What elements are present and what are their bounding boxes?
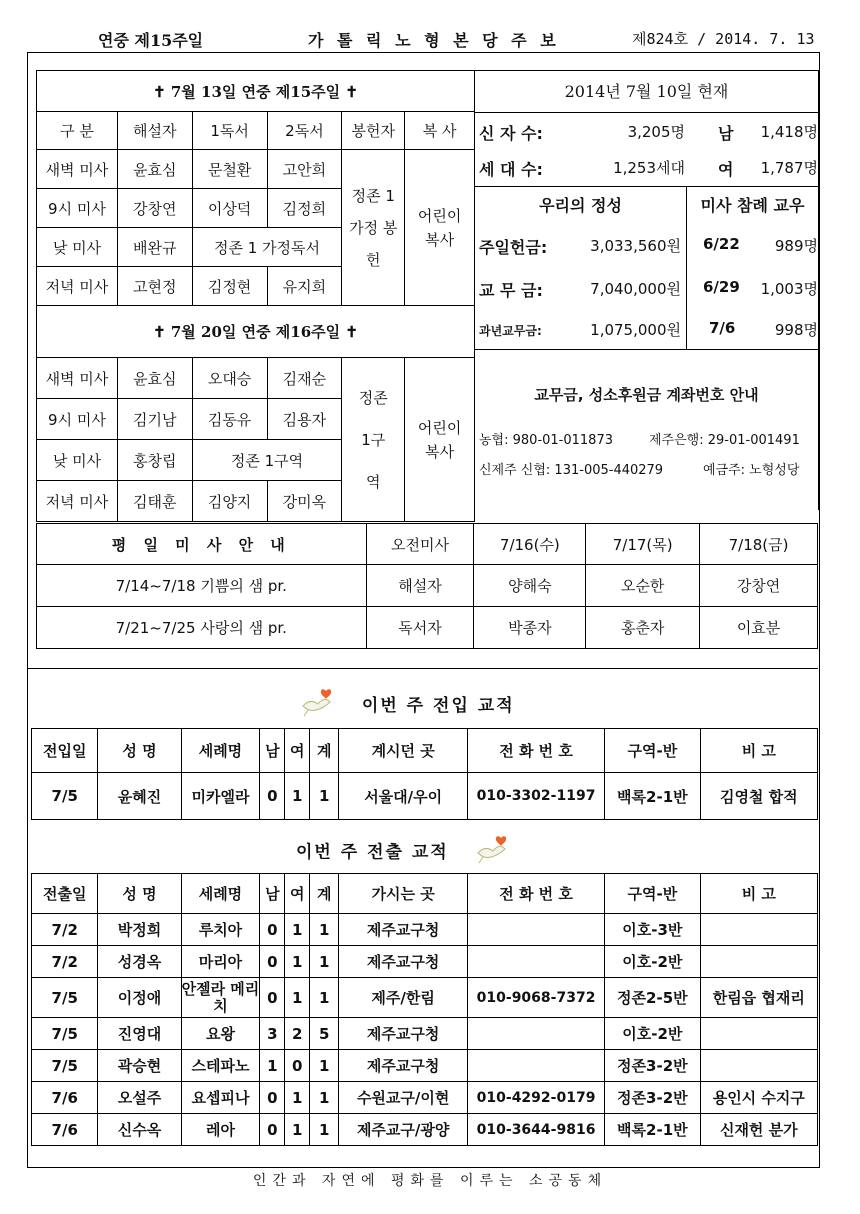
cell: 윤혜진 (98, 773, 181, 820)
mass-label: 9시 미사 (37, 189, 118, 228)
cell: 3 (260, 1018, 285, 1050)
cell: 0 (260, 914, 285, 946)
col-header: 복 사 (405, 112, 475, 150)
cell: 제주교구청 (339, 1018, 468, 1050)
weekday-head: 7/16(수) (474, 524, 586, 565)
cell: 1 (310, 914, 339, 946)
table-row (32, 1114, 818, 1146)
cell: 정존2-5반 (605, 978, 701, 1018)
cell: 요왕 (181, 1018, 260, 1050)
attendance-title: 미사 참례 교우 (700, 196, 805, 215)
col-header: 비 고 (700, 874, 817, 914)
stats-title: 2014년 7월 10일 현재 (475, 71, 818, 113)
cell: 김영철 합적 (700, 773, 817, 820)
households-value: 1,253세대 (613, 159, 685, 177)
col-header: 세례명 (181, 729, 260, 773)
cell: 미카엘라 (181, 773, 260, 820)
cell: 곽승현 (98, 1050, 181, 1082)
offering-value: 1,075,000원 (590, 321, 681, 339)
cell: 010-3302-1197 (468, 773, 605, 820)
col-header: 봉헌자 (342, 112, 405, 150)
cell: 1 (310, 1082, 339, 1114)
believers-label: 신 자 수: (479, 124, 543, 143)
attendance-count: 989명 (774, 237, 818, 255)
col-header: 전 화 번 호 (468, 729, 605, 773)
cell: 7/6 (32, 1114, 98, 1146)
reading2: 유지희 (267, 267, 342, 306)
attendance-date: 6/22 (703, 235, 740, 253)
week1-offerer: 정존 1 가정 봉헌 (342, 150, 405, 306)
cell: 2 (285, 1018, 310, 1050)
weekday-person: 박종자 (474, 607, 586, 649)
weekday-person: 강창연 (700, 565, 818, 607)
cell: 7/5 (32, 773, 98, 820)
cell: 백록2-1반 (605, 773, 701, 820)
account-holder: 예금주: 노형성당 (703, 463, 800, 478)
cell (700, 946, 817, 978)
account-jeju: 제주은행: 29-01-001491 (649, 433, 800, 448)
offering-value: 3,033,560원 (590, 237, 681, 255)
narrator: 홍창립 (117, 440, 192, 481)
cell: 0 (260, 978, 285, 1018)
narrator: 배완규 (117, 228, 192, 267)
table-row (32, 978, 818, 1018)
cell: 제주교구청 (339, 946, 468, 978)
cell: 제주교구청 (339, 914, 468, 946)
attendance-date: 6/29 (703, 278, 740, 296)
reading2: 김재순 (267, 358, 342, 399)
stats-panel (475, 70, 819, 510)
col-header: 전출일 (32, 874, 98, 914)
cell: 7/5 (32, 1050, 98, 1082)
mass-label: 새벽 미사 (37, 150, 118, 189)
col-header: 여 (285, 729, 310, 773)
weekday-person: 양해숙 (474, 565, 586, 607)
mass-label: 낮 미사 (37, 228, 118, 267)
cell: 제주교구청 (339, 1050, 468, 1082)
mass-label: 낮 미사 (37, 440, 118, 481)
dove-icon (300, 688, 336, 723)
weekday-head: 7/17(목) (586, 524, 700, 565)
header-right: 제824호 / 2014. 7. 13 (632, 30, 815, 48)
cell: 1 (310, 773, 339, 820)
cell (468, 914, 605, 946)
transfer-out-table (31, 873, 818, 1146)
male-label: 남 (718, 124, 734, 143)
cell: 정존3-2반 (605, 1050, 701, 1082)
cell: 7/2 (32, 914, 98, 946)
cell: 요셉피나 (181, 1082, 260, 1114)
week2-title: ✝ 7월 20일 연중 제16주일 ✝ (37, 306, 475, 358)
col-header: 비 고 (700, 729, 817, 773)
reading2: 고안희 (267, 150, 342, 189)
cell: 1 (310, 946, 339, 978)
cell: 0 (285, 1050, 310, 1082)
reading1: 김양지 (192, 481, 267, 522)
col-header: 여 (285, 874, 310, 914)
col-header: 남 (260, 729, 285, 773)
week2-offerer: 정존 1구역 (342, 358, 405, 522)
col-header: 구 분 (37, 112, 118, 150)
cell (468, 1018, 605, 1050)
table-row (32, 1018, 818, 1050)
col-header: 구역-반 (605, 874, 701, 914)
cell: 레아 (181, 1114, 260, 1146)
col-header: 1독서 (192, 112, 267, 150)
table-row (32, 914, 818, 946)
cell (700, 914, 817, 946)
col-header: 성 명 (98, 874, 181, 914)
reading2: 강미옥 (267, 481, 342, 522)
dove-icon (475, 835, 511, 870)
female-value: 1,787명 (760, 159, 818, 177)
cell: 0 (260, 773, 285, 820)
cell: 1 (310, 1050, 339, 1082)
cell: 7/6 (32, 1082, 98, 1114)
cell: 1 (310, 1114, 339, 1146)
weekday-role: 독서자 (366, 607, 474, 649)
weekday-period: 7/21~7/25 사랑의 샘 pr. (37, 607, 367, 649)
header-center: 가 톨 릭 노 형 본 당 주 보 (308, 31, 560, 50)
cell: 스테파노 (181, 1050, 260, 1082)
transfer-in-table (31, 728, 818, 820)
cell: 이호-2반 (605, 1018, 701, 1050)
cell: 010-4292-0179 (468, 1082, 605, 1114)
col-header: 전입일 (32, 729, 98, 773)
week2-server: 어린이 복사 (405, 358, 475, 522)
cell: 이호-2반 (605, 946, 701, 978)
believers-value: 3,205명 (627, 123, 685, 141)
cell: 1 (285, 946, 310, 978)
transfer-out-title: 이번 주 전출 교적 (296, 842, 449, 863)
reading-merged: 정존 1구역 (192, 440, 342, 481)
male-value: 1,418명 (760, 123, 818, 141)
cell: 신재헌 분가 (700, 1114, 817, 1146)
col-header: 전 화 번 호 (468, 874, 605, 914)
cell: 신수옥 (98, 1114, 181, 1146)
cell: 1 (260, 1050, 285, 1082)
cell: 한림읍 협재리 (700, 978, 817, 1018)
cell: 0 (260, 1082, 285, 1114)
transfer-in-heading (300, 688, 515, 723)
female-label: 여 (718, 160, 734, 179)
cell: 1 (285, 773, 310, 820)
cell: 안젤라 메리치 (181, 978, 260, 1018)
cell: 7/5 (32, 978, 98, 1018)
table-row (32, 946, 818, 978)
weekday-role: 해설자 (366, 565, 474, 607)
reading1: 김동유 (192, 399, 267, 440)
cell: 용인시 수지구 (700, 1082, 817, 1114)
cell: 7/5 (32, 1018, 98, 1050)
households-label: 세 대 수: (479, 160, 543, 179)
attendance-date: 7/6 (709, 319, 736, 337)
col-header: 성 명 (98, 729, 181, 773)
cell: 성경옥 (98, 946, 181, 978)
offering-value: 7,040,000원 (590, 280, 681, 298)
attendance-count: 998명 (774, 321, 818, 339)
reading1: 오대승 (192, 358, 267, 399)
cell: 7/2 (32, 946, 98, 978)
cell: 마리아 (181, 946, 260, 978)
cell: 수원교구/이현 (339, 1082, 468, 1114)
narrator: 김태훈 (117, 481, 192, 522)
narrator: 윤효심 (117, 358, 192, 399)
weekday-period: 7/14~7/18 기쁨의 샘 pr. (37, 565, 367, 607)
reading1: 문철환 (192, 150, 267, 189)
transfer-in-title: 이번 주 전입 교적 (361, 695, 515, 716)
offering-label: 교 무 금: (479, 281, 543, 300)
col-header: 구역-반 (605, 729, 701, 773)
account-shinhyup: 신제주 신협: 131-005-440279 (479, 463, 664, 478)
table-row (32, 1082, 818, 1114)
narrator: 고현정 (117, 267, 192, 306)
weekday-person: 이효분 (700, 607, 818, 649)
cell: 백록2-1반 (605, 1114, 701, 1146)
narrator: 윤효심 (117, 150, 192, 189)
cell: 루치아 (181, 914, 260, 946)
col-header: 남 (260, 874, 285, 914)
cell: 제주/한림 (339, 978, 468, 1018)
cell: 0 (260, 946, 285, 978)
footer-motto: 인간과 자연에 평화를 이루는 소공동체 (252, 1173, 608, 1189)
weekday-person: 홍춘자 (586, 607, 700, 649)
cell: 진영대 (98, 1018, 181, 1050)
weekday-person: 오순한 (586, 565, 700, 607)
mass-label: 저녁 미사 (37, 267, 118, 306)
weekday-mass-table (36, 523, 818, 649)
weekday-head: 7/18(금) (700, 524, 818, 565)
cell (468, 1050, 605, 1082)
narrator: 강창연 (117, 189, 192, 228)
cell: 1 (310, 978, 339, 1018)
cell (700, 1018, 817, 1050)
sunday-schedule (36, 70, 475, 522)
mass-label: 9시 미사 (37, 399, 118, 440)
reading2: 김용자 (267, 399, 342, 440)
cell: 제주교구/광양 (339, 1114, 468, 1146)
reading-merged: 정존 1 가정독서 (192, 228, 342, 267)
account-nh: 농협: 980-01-011873 (479, 433, 613, 448)
cell: 010-9068-7372 (468, 978, 605, 1018)
weekday-head: 오전미사 (366, 524, 474, 565)
reading2: 김정희 (267, 189, 342, 228)
mass-label: 저녁 미사 (37, 481, 118, 522)
col-header: 세례명 (181, 874, 260, 914)
cell: 이호-3반 (605, 914, 701, 946)
cell: 1 (285, 978, 310, 1018)
col-header: 2독서 (267, 112, 342, 150)
reading1: 이상덕 (192, 189, 267, 228)
col-header: 계 (310, 729, 339, 773)
col-header: 계 (310, 874, 339, 914)
transfer-out-heading (296, 835, 511, 870)
cell: 정존3-2반 (605, 1082, 701, 1114)
table-row (32, 1050, 818, 1082)
col-header: 해설자 (117, 112, 192, 150)
cell: 1 (285, 1082, 310, 1114)
cell (700, 1050, 817, 1082)
cell (468, 946, 605, 978)
cell: 010-3644-9816 (468, 1114, 605, 1146)
cell: 서울대/우이 (339, 773, 468, 820)
col-header: 계시던 곳 (339, 729, 468, 773)
narrator: 김기남 (117, 399, 192, 440)
cell: 5 (310, 1018, 339, 1050)
offering-label: 과년교무금: (479, 324, 542, 338)
offering-title: 우리의 정성 (539, 196, 622, 215)
cell: 1 (285, 1114, 310, 1146)
reading1: 김정현 (192, 267, 267, 306)
header-left: 연중 제15주일 (98, 31, 204, 50)
cell: 0 (260, 1114, 285, 1146)
weekday-title: 평 일 미 사 안 내 (37, 524, 367, 565)
mass-label: 새벽 미사 (37, 358, 118, 399)
cell: 이정애 (98, 978, 181, 1018)
account-title: 교무금, 성소후원금 계좌번호 안내 (534, 386, 759, 404)
week1-title: ✝ 7월 13일 연중 제15주일 ✝ (37, 71, 475, 112)
col-header: 가시는 곳 (339, 874, 468, 914)
cell: 박정희 (98, 914, 181, 946)
attendance-count: 1,003명 (760, 280, 818, 298)
cell: 1 (285, 914, 310, 946)
cell: 오설주 (98, 1082, 181, 1114)
offering-label: 주일헌금: (479, 238, 548, 257)
week1-server: 어린이 복사 (405, 150, 475, 306)
